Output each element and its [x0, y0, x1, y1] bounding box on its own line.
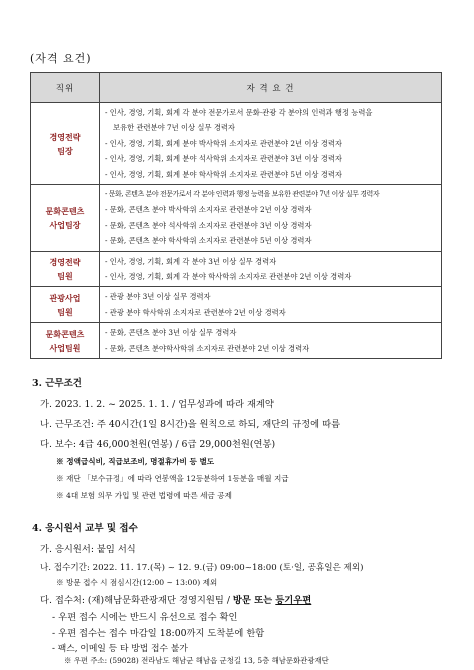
- application-form: 가. 응시원서: 붙임 서식: [40, 544, 136, 555]
- role-line: 관광사업: [49, 292, 81, 303]
- section-3-heading: 3. 근무조건: [32, 378, 82, 389]
- header-requirements: 자 격 요 건: [100, 73, 442, 103]
- role-line: 사업팀장: [49, 219, 81, 230]
- requirements-cell: [100, 251, 442, 287]
- requirement-line: - 인사, 경영, 기획, 회계 각 분야 3년 이상 실무 경력자: [105, 256, 277, 266]
- role-cell: [31, 185, 100, 252]
- dash-item: - 우편 접수 시에는 반드시 유선으로 접수 확인: [52, 612, 238, 623]
- role-line: 팀원: [57, 306, 73, 317]
- requirements-cell: [100, 287, 442, 323]
- registered-mail: 등기우편: [275, 595, 312, 606]
- section-title: (자격 요건): [30, 52, 92, 65]
- requirement-line: - 인사, 경영, 기획, 회계 분야 석사학위 소지자로 관련분야 3년 이상 경력자: [105, 154, 342, 164]
- requirements-cell: [100, 323, 442, 359]
- requirements-cell: [100, 103, 442, 185]
- application-place: [40, 592, 311, 606]
- table-row: [31, 323, 442, 359]
- role-cell: [31, 287, 100, 323]
- requirement-line: 보유한 관련분야 7년 이상 실무 경력자: [113, 123, 235, 133]
- requirement-line: - 관광 분야 학사학위 소지자로 관련분야 2년 이상 경력자: [105, 307, 286, 317]
- dash-item: - 우편 접수는 접수 마감일 18:00까지 도착분에 한함: [52, 628, 265, 639]
- application-place-text: 다. 접수처: (재)해남문화관광재단 경영지원팀 /: [40, 595, 233, 606]
- requirement-line: - 인사, 경영, 기획, 회계 분야 박사학위 소지자로 관련분야 2년 이상 경력자: [105, 138, 342, 148]
- lunch-note: ※ 방문 접수 시 점심시간(12:00 ~ 13:00) 제외: [56, 578, 218, 587]
- requirements-cell: [100, 185, 442, 252]
- table-row: [31, 251, 442, 287]
- section-4-heading: 4. 응시원서 교부 및 접수: [32, 523, 138, 534]
- role-cell: [31, 323, 100, 359]
- requirement-line: - 문화, 콘텐츠 분야 3년 이상 실무 경력자: [105, 328, 237, 338]
- header-position: 직위: [31, 73, 100, 103]
- work-conditions: 나. 근무조건: 주 40시간(1일 8시간)을 원칙으로 하되, 재단의 규정에 따름: [40, 419, 341, 430]
- role-line: 경영전략: [49, 257, 81, 268]
- role-line: 문화콘텐츠: [45, 328, 85, 339]
- role-cell: [31, 251, 100, 287]
- role-cell: [31, 103, 100, 185]
- role-line: 경영전략: [49, 131, 81, 142]
- work-period: 가. 2023. 1. 2. ~ 2025. 1. 1. / 업무성과에 따라 재계약: [40, 399, 274, 410]
- role-line: 팀원: [57, 271, 73, 282]
- requirement-line: - 관광 분야 3년 이상 실무 경력자: [105, 292, 211, 302]
- table-row: [31, 103, 442, 185]
- role-line: 문화콘텐츠: [45, 205, 85, 216]
- method-bold: 방문 또는: [232, 595, 276, 606]
- role-line: 사업팀원: [49, 342, 81, 353]
- table-row: [31, 287, 442, 323]
- requirement-line: - 문화, 콘텐츠 분야학사학위 소지자로 관련분야 2년 이상 경력자: [105, 343, 310, 353]
- salary: 다. 보수: 4급 46,000천원(연봉) / 6급 29,000천원(연봉): [40, 439, 276, 450]
- dash-item: - 팩스, 이메일 등 타 방법 접수 불가: [52, 644, 188, 654]
- salary-note: ※ 정액급식비, 직급보조비, 명절휴가비 등 별도: [56, 457, 215, 466]
- table-header-row: [31, 73, 442, 103]
- requirement-line: - 문화, 콘텐츠 분야 박사학위 소지자로 관련분야 2년 이상 경력자: [105, 205, 312, 215]
- requirement-line: - 문화, 콘텐츠 분야 전문가로서 각 분야 인력과 행정 능력을 보유한 관련분야 7년 이상 실무 경력자: [105, 190, 380, 199]
- salary-note: ※ 4대 보험 의무 가입 및 관련 법령에 따른 세금 공제: [56, 491, 232, 500]
- salary-note: ※ 재단 「보수규정」에 따라 연봉액을 12등분하여 1등분을 매월 지급: [56, 474, 289, 483]
- requirement-line: - 인사, 경영, 기획, 회계 각 분야 학사학위 소지자로 관련분야 2년 이상 경력자: [105, 272, 352, 282]
- table-row: [31, 185, 442, 252]
- requirement-line: - 인사, 경영, 기획, 회계 분야 학사학위 소지자로 관련분야 5년 이상 경력자: [105, 169, 342, 179]
- role-line: 팀장: [57, 145, 73, 156]
- requirement-line: - 문화, 콘텐츠 분야 석사학위 소지자로 관련분야 3년 이상 경력자: [105, 220, 312, 230]
- application-period: 나. 접수기간: 2022. 11. 17.(목) ~ 12. 9.(금) 09:00~18:00 (토·일, 공휴일은 제외): [40, 563, 364, 573]
- postal-address: ※ 우편 주소: (59028) 전라남도 해남군 해남읍 군청길 13, 5층 해남문화관광재단: [64, 656, 329, 665]
- requirement-line: - 문화, 콘텐츠 분야 학사학위 소지자로 관련분야 5년 이상 경력자: [105, 236, 312, 246]
- requirement-line: - 인사, 경영, 기획, 회계 각 분야 전문가로서 문화·관광 각 분야의 인력과 행정 능력을: [105, 108, 373, 117]
- qualification-table: [30, 72, 442, 359]
